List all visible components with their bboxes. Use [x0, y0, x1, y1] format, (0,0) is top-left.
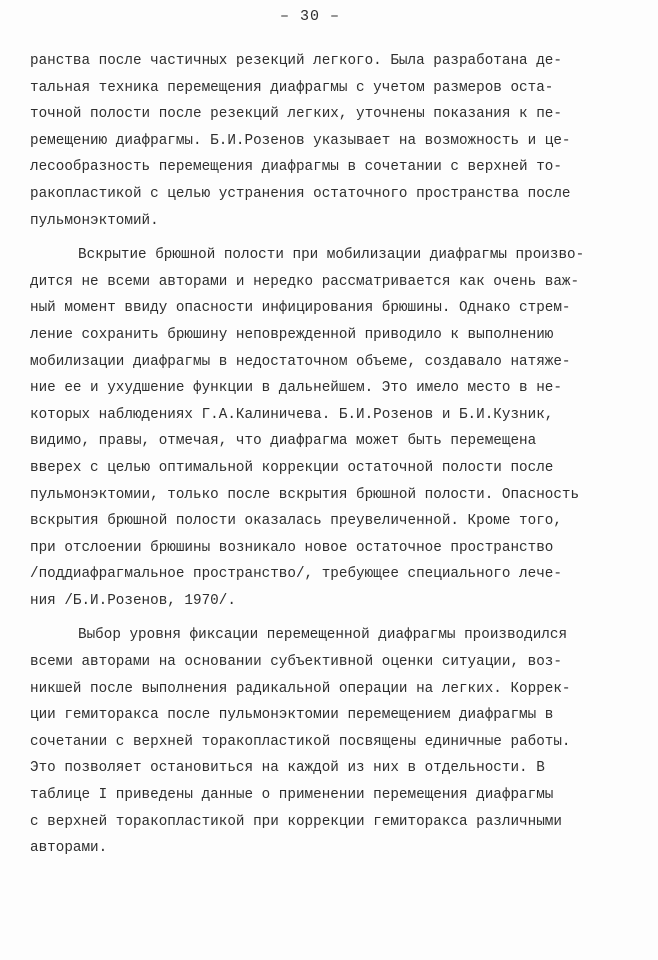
text-line: вверех с целью оптимальной коррекции остаточной полости после	[30, 459, 554, 476]
text-line: ный момент ввиду опасности инфицирования брюшины. Однако стрем-	[30, 300, 571, 317]
paragraph-2	[30, 242, 630, 614]
text-line: ление сохранить брюшину неповрежденной приводило к выполнению	[30, 326, 554, 343]
text-line: авторами.	[30, 840, 108, 857]
text-line: дится не всеми авторами и нередко рассматривается как очень важ-	[30, 273, 580, 290]
text-line: при отслоении брюшины возникало новое остаточное пространство	[30, 539, 554, 556]
paragraph-spacing	[30, 234, 630, 242]
text-line: которых наблюдениях Г.А.Калиничева. Б.И.Розенов и Б.И.Кузник,	[30, 406, 554, 423]
text-line: вскрытия брюшной полости оказалась преувеличенной. Кроме того,	[30, 513, 562, 530]
text-line: с верхней торакопластикой при коррекции гемиторакса различными	[30, 813, 562, 830]
body-text	[30, 48, 630, 862]
text-line: сочетании с верхней торакопластикой посвящены единичные работы.	[30, 733, 571, 750]
text-line: ние ее и ухудшение функции в дальнейшем. Это имело место в не-	[30, 380, 562, 397]
text-line: Это позволяет остановиться на каждой из них в отдельности. В	[30, 760, 545, 777]
text-line: Выбор уровня фиксации перемещенной диафрагмы производился	[78, 627, 568, 644]
text-line: тальная техника перемещения диафрагмы с учетом размеров оста-	[30, 79, 554, 96]
text-line: точной полости после резекций легких, уточнены показания к пе-	[30, 106, 562, 123]
text-line: ракопластикой с целью устранения остаточного пространства после	[30, 185, 571, 202]
text-line: пульмонэктомии, только после вскрытия брюшной полости. Опасность	[30, 486, 580, 503]
text-line: пульмонэктомий.	[30, 212, 159, 229]
text-line: таблице I приведены данные о применении перемещения диафрагмы	[30, 787, 554, 804]
text-line: видимо, правы, отмечая, что диафрагма может быть перемещена	[30, 433, 537, 450]
text-line: ния /Б.И.Розенов, 1970/.	[30, 592, 236, 609]
text-line: ремещению диафрагмы. Б.И.Розенов указывает на возможность и це-	[30, 132, 571, 149]
paragraph-3	[30, 622, 630, 861]
text-line: лесообразность перемещения диафрагмы в сочетании с верхней то-	[30, 159, 562, 176]
text-line: Вскрытие брюшной полости при мобилизации диафрагмы произво-	[78, 247, 585, 264]
text-line: всеми авторами на основании субъективной оценки ситуации, воз-	[30, 654, 562, 671]
text-line: ранства после частичных резекций легкого. Была разработана де-	[30, 53, 562, 69]
paragraph-1	[30, 48, 630, 234]
page-number: – 30 –	[279, 8, 340, 25]
text-line: ции гемиторакса после пульмонэктомии перемещением диафрагмы в	[30, 707, 554, 724]
text-line: /поддиафрагмальное пространство/, требующее специального лече-	[30, 566, 562, 583]
text-line: мобилизации диафрагмы в недостаточном объеме, создавало натяже-	[30, 353, 571, 370]
text-line: никшей после выполнения радикальной операции на легких. Коррек-	[30, 680, 571, 697]
paragraph-spacing	[30, 614, 630, 622]
